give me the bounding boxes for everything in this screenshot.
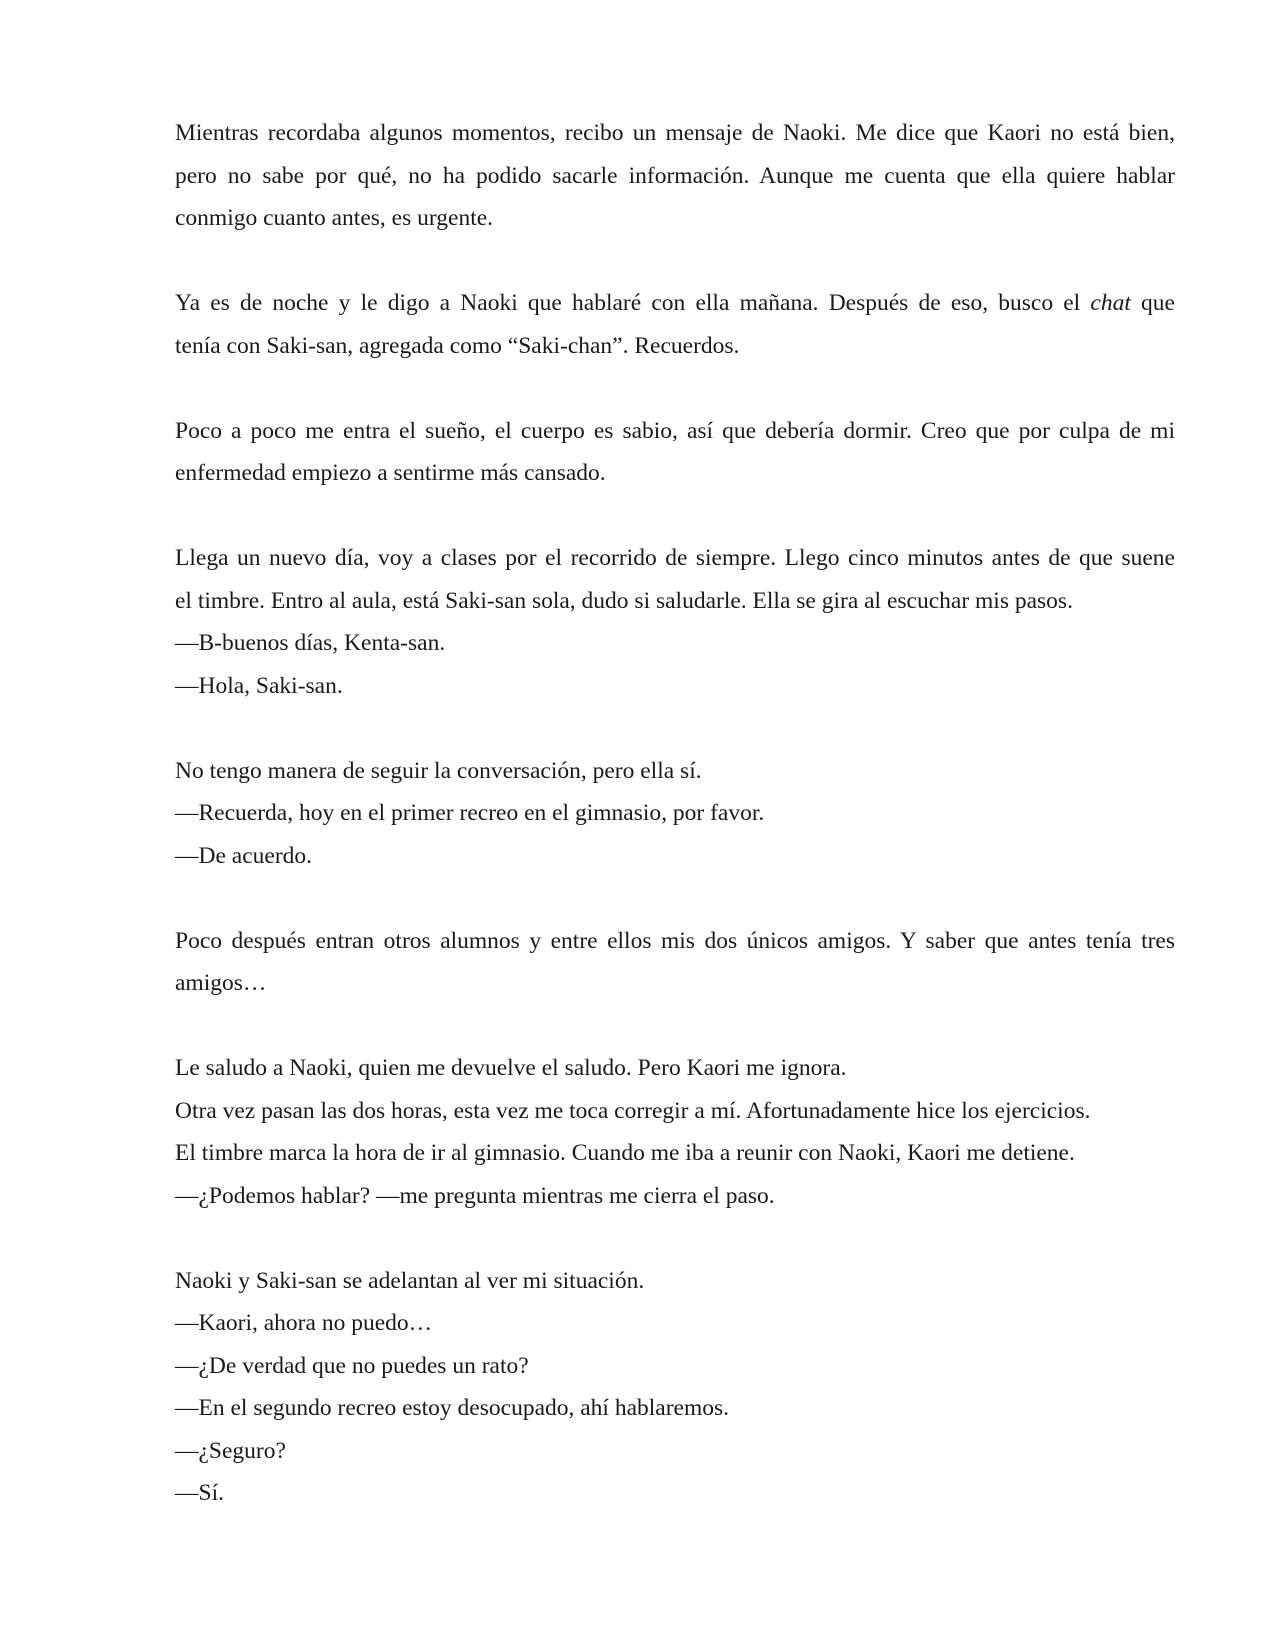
paragraph-2 [175,282,1175,367]
dialogue-line: —Kaori, ahora no puedo… [175,1310,433,1336]
paragraph-4 [175,537,1175,707]
paragraph-3 [175,410,1175,495]
dialogue-line: —¿De verdad que no puedes un rato? [175,1352,529,1379]
text-line: Le saludo a Naoki, quien me devuelve el saludo. Pero Kaori me ignora. [175,1055,847,1081]
text-line-with-italic [175,282,1175,325]
text-segment: Ya es de noche y le digo a Naoki que hablaré con ella mañana. Después de eso, busco el [175,290,1091,316]
dialogue-line: —B-buenos días, Kenta-san. [175,630,446,656]
text-line: Naoki y Saki-san se adelantan al ver mi situación. [175,1267,645,1294]
dialogue-line: —Sí. [175,1480,224,1506]
dialogue-line: —De acuerdo. [175,842,313,869]
dialogue-line: —En el segundo recreo estoy desocupado, ahí hablaremos. [175,1395,730,1421]
text-line: el timbre. Entro al aula, está Saki-san sola, dudo si saludarle. Ella se gira al escuchar mis pasos. [175,587,1073,614]
dialogue-line: —¿Podemos hablar? —me pregunta mientras me cierra el paso. [175,1182,775,1209]
text-line: Mientras recordaba algunos momentos, recibo un mensaje de Naoki. Me dice que Kaori no está bien, [175,120,1175,146]
dialogue-line: —¿Seguro? [175,1437,286,1464]
paragraph-8 [175,1260,1175,1515]
italic-word: chat [1090,290,1131,316]
dialogue-line: —Recuerda, hoy en el primer recreo en el gimnasio, por favor. [175,800,765,826]
text-line: enfermedad empiezo a sentirme más cansado. [175,460,606,486]
dialogue-line: —Hola, Saki-san. [175,672,343,699]
text-line: El timbre marca la hora de ir al gimnasio. Cuando me iba a reunir con Naoki, Kaori me detiene. [175,1140,1075,1166]
paragraph-6 [175,920,1175,1005]
text-line: No tengo manera de seguir la conversación, pero ella sí. [175,757,702,784]
text-line: Llega un nuevo día, voy a clases por el recorrido de siempre. Llego cinco minutos antes de que suene [175,545,1175,571]
paragraph-5 [175,750,1175,878]
text-line: Otra vez pasan las dos horas, esta vez me toca corregir a mí. Afortunadamente hice los ejercicios. [175,1097,1091,1124]
text-line: conmigo cuanto antes, es urgente. [175,205,494,231]
text-line: Poco a poco me entra el sueño, el cuerpo es sabio, así que debería dormir. Creo que por culpa de mi [175,417,1175,444]
text-line: tenía con Saki-san, agregada como “Saki-chan”. Recuerdos. [175,332,740,359]
text-segment: que [1130,290,1175,316]
paragraph-7 [175,1047,1175,1217]
text-line: pero no sabe por qué, no ha podido sacarle información. Aunque me cuenta que ella quiere hablar [175,162,1175,189]
text-line: amigos… [175,970,267,996]
paragraph-1 [175,112,1175,240]
document-page [175,112,1175,1557]
text-line: Poco después entran otros alumnos y entre ellos mis dos únicos amigos. Y saber que antes tenía tres [175,927,1175,954]
